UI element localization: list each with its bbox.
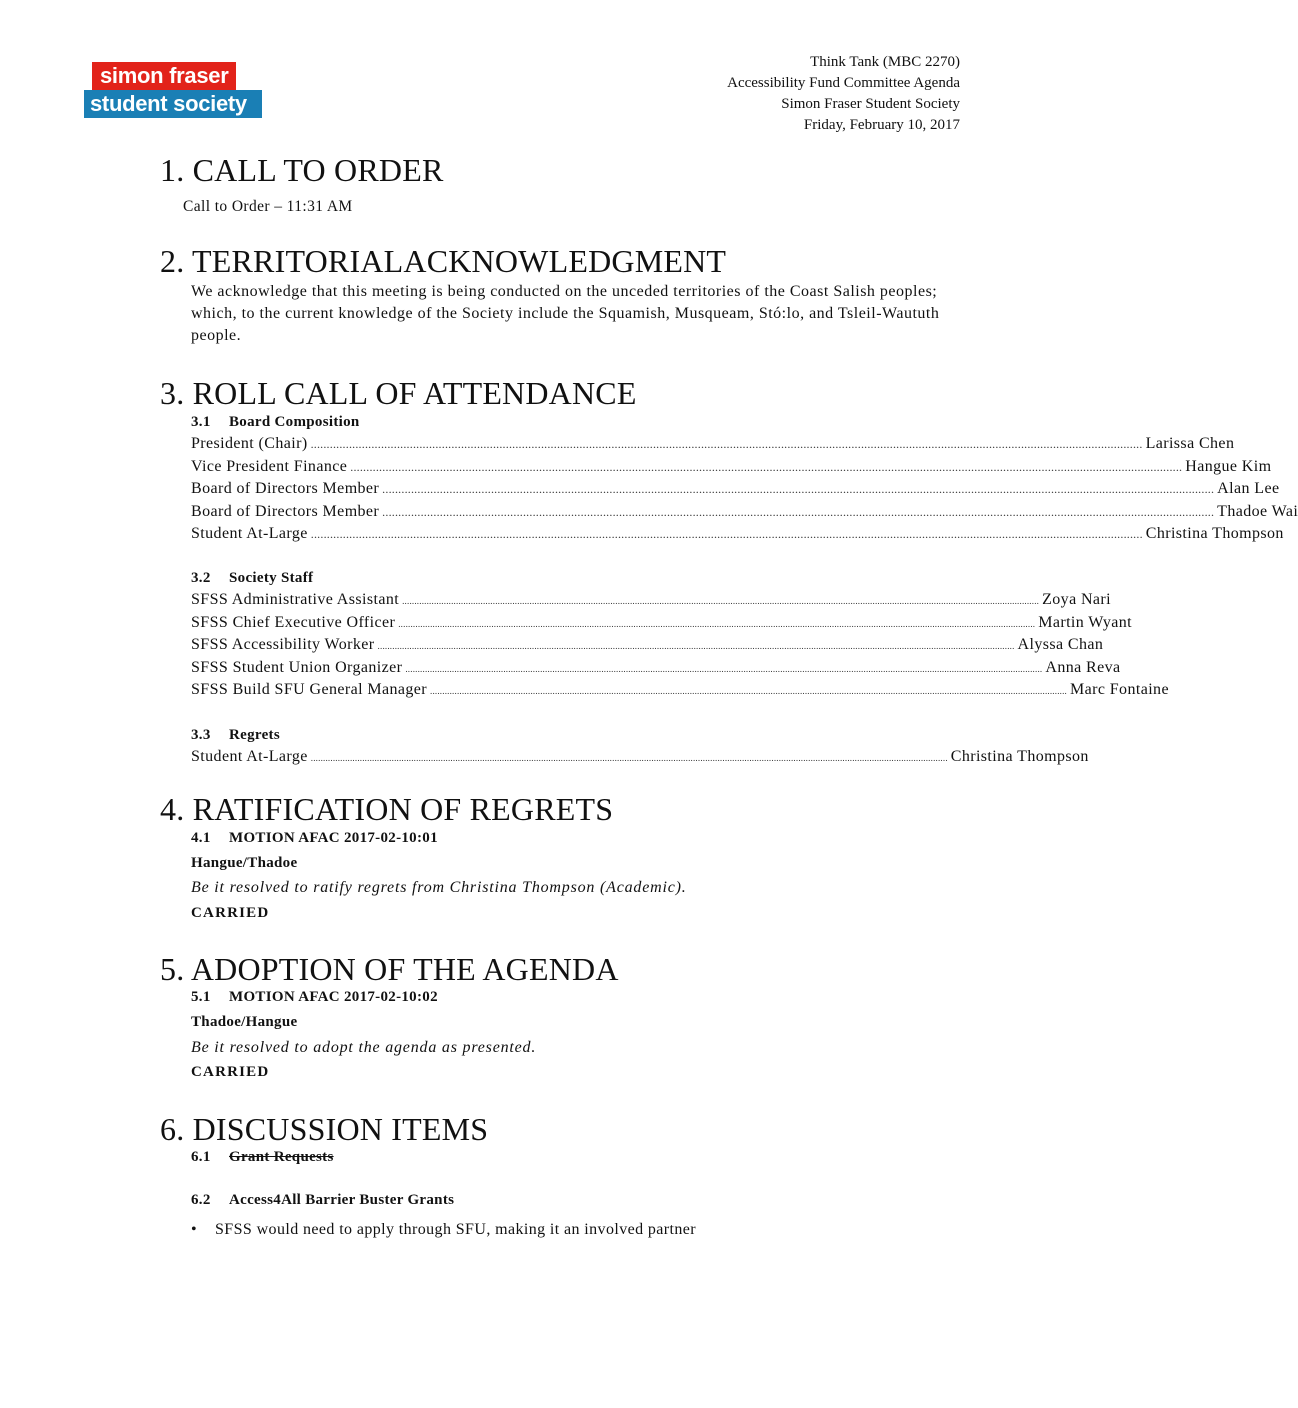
leader-dots: ....................................................................................................................................................................................................................................................................: [402, 596, 1040, 606]
meeting-location: Think Tank (MBC 2270): [810, 54, 960, 70]
discussion-item-barrier-buster: [191, 1192, 454, 1209]
roster-row: [191, 457, 1272, 481]
roster-role: Vice President Finance: [191, 457, 348, 475]
item-number: 6.1: [191, 1149, 211, 1165]
roster-role: SFSS Student Union Organizer: [191, 658, 403, 676]
motion-number: 5.1: [191, 989, 211, 1005]
motion-number: 4.1: [191, 830, 211, 846]
motion-result: CARRIED: [191, 905, 270, 921]
sfss-logo: [84, 62, 264, 118]
leader-dots: ....................................................................................................................................................................................................................................................................: [350, 459, 1183, 474]
motion-id: MOTION AFAC 2017-02-10:01: [229, 830, 438, 846]
bullet-text: SFSS would need to apply through SFU, making it an involved partner: [215, 1221, 696, 1238]
section-call-to-order-heading: 1. CALL TO ORDER: [160, 152, 444, 188]
motion-resolution: Be it resolved to adopt the agenda as presented.: [191, 1039, 537, 1056]
organization-name: Simon Fraser Student Society: [781, 96, 960, 112]
subheading-number: 3.2: [191, 570, 211, 586]
roster-row: [191, 748, 1089, 771]
leader-dots: ....................................................................................................................................................................................................................................................................: [377, 641, 1015, 651]
society-staff-subheading: [191, 570, 313, 587]
board-composition-subheading: [191, 414, 360, 431]
roster-role: Board of Directors Member: [191, 480, 380, 497]
roster-role: President (Chair): [191, 435, 308, 452]
section-discussion-heading: 6. DISCUSSION ITEMS: [160, 1111, 489, 1147]
leader-dots: ....................................................................................................................................................................................................................................................................: [382, 504, 1215, 519]
leader-dots: ....................................................................................................................................................................................................................................................................: [405, 663, 1043, 674]
roster-name: Anna Reva: [1045, 658, 1121, 676]
leader-dots: ....................................................................................................................................................................................................................................................................: [310, 437, 1143, 451]
motion-movers: Thadoe/Hangue: [191, 1014, 298, 1030]
roster-role: SFSS Build SFU General Manager: [191, 681, 427, 698]
item-label: Access4All Barrier Buster Grants: [229, 1192, 455, 1208]
roster-row: [191, 591, 1111, 614]
leader-dots: ....................................................................................................................................................................................................................................................................: [430, 686, 1067, 696]
territorial-acknowledgment-text: We acknowledge that this meeting is being conducted on the unceded territories of the Coast Salish peoples; which, to the current knowledge of the Society include the Squamish, Musqueam, Stó:lo, and Tsleil-Waututh people.: [191, 283, 940, 344]
roster-name: Christina Thompson: [950, 748, 1089, 765]
leader-dots: ....................................................................................................................................................................................................................................................................: [310, 753, 948, 763]
motion-movers: Hangue/Thadoe: [191, 855, 298, 871]
subheading-number: 3.3: [191, 727, 211, 743]
subheading-label: Board Composition: [229, 414, 360, 430]
logo-line-1: simon fraser: [92, 62, 236, 90]
leader-dots: ....................................................................................................................................................................................................................................................................: [398, 618, 1036, 629]
motion-resolution: Be it resolved to ratify regrets from Christina Thompson (Academic).: [191, 879, 687, 896]
roster-row: [191, 502, 1298, 526]
document-header: [727, 52, 960, 136]
roster-name: Alan Lee: [1217, 480, 1280, 497]
leader-dots: ....................................................................................................................................................................................................................................................................: [310, 527, 1143, 541]
roster-role: Student At-Large: [191, 748, 308, 765]
roster-name: Hangue Kim: [1185, 457, 1272, 475]
subheading-label: Society Staff: [229, 570, 314, 586]
board-composition-list: [191, 435, 1298, 548]
subheading-number: 3.1: [191, 414, 211, 430]
roster-row: [191, 636, 1104, 659]
section-roll-call-heading: 3. ROLL CALL OF ATTENDANCE: [160, 375, 637, 411]
roster-row: [191, 658, 1121, 682]
subheading-label: Regrets: [229, 727, 280, 743]
motion-4-1-heading: [191, 830, 438, 847]
motion-result: CARRIED: [191, 1064, 270, 1080]
bullet-icon: •: [191, 1221, 198, 1238]
roster-row: [191, 613, 1132, 637]
motion-5-1-heading: [191, 989, 438, 1006]
item-label: Grant Requests: [229, 1149, 334, 1165]
roster-name: Alyssa Chan: [1017, 636, 1104, 653]
roster-name: Larissa Chen: [1145, 435, 1235, 452]
item-number: 6.2: [191, 1192, 211, 1208]
roster-role: Student At-Large: [191, 525, 308, 542]
roster-role: SFSS Accessibility Worker: [191, 636, 375, 653]
discussion-item-grant-requests: [191, 1149, 334, 1166]
roster-row: [191, 525, 1284, 548]
roster-name: Martin Wyant: [1038, 613, 1132, 631]
regrets-list: [191, 748, 1089, 771]
roster-row: [191, 435, 1235, 458]
roster-name: Christina Thompson: [1145, 525, 1284, 542]
motion-id: MOTION AFAC 2017-02-10:02: [229, 989, 438, 1005]
section-ratification-heading: 4. RATIFICATION OF REGRETS: [160, 791, 614, 827]
meeting-date: Friday, February 10, 2017: [803, 117, 960, 133]
roster-row: [191, 681, 1169, 704]
committee-name: Accessibility Fund Committee Agenda: [727, 75, 960, 91]
call-to-order-time: Call to Order – 11:31 AM: [183, 198, 353, 215]
logo-line-2: student society: [84, 90, 262, 118]
roster-role: SFSS Chief Executive Officer: [191, 613, 396, 631]
roster-role: SFSS Administrative Assistant: [191, 591, 400, 608]
section-territorial-acknowledgment-heading: 2. TERRITORIALACKNOWLEDGMENT: [160, 243, 727, 279]
roster-name: Marc Fontaine: [1070, 681, 1169, 698]
roster-name: Thadoe Wai: [1217, 502, 1298, 520]
roster-name: Zoya Nari: [1042, 591, 1111, 608]
society-staff-list: [191, 591, 1169, 704]
leader-dots: ....................................................................................................................................................................................................................................................................: [382, 482, 1215, 496]
discussion-bullet: [191, 1221, 696, 1239]
roster-row: [191, 480, 1280, 503]
section-adoption-heading: 5. ADOPTION OF THE AGENDA: [160, 951, 619, 987]
roster-role: Board of Directors Member: [191, 502, 380, 520]
regrets-subheading: [191, 727, 280, 744]
